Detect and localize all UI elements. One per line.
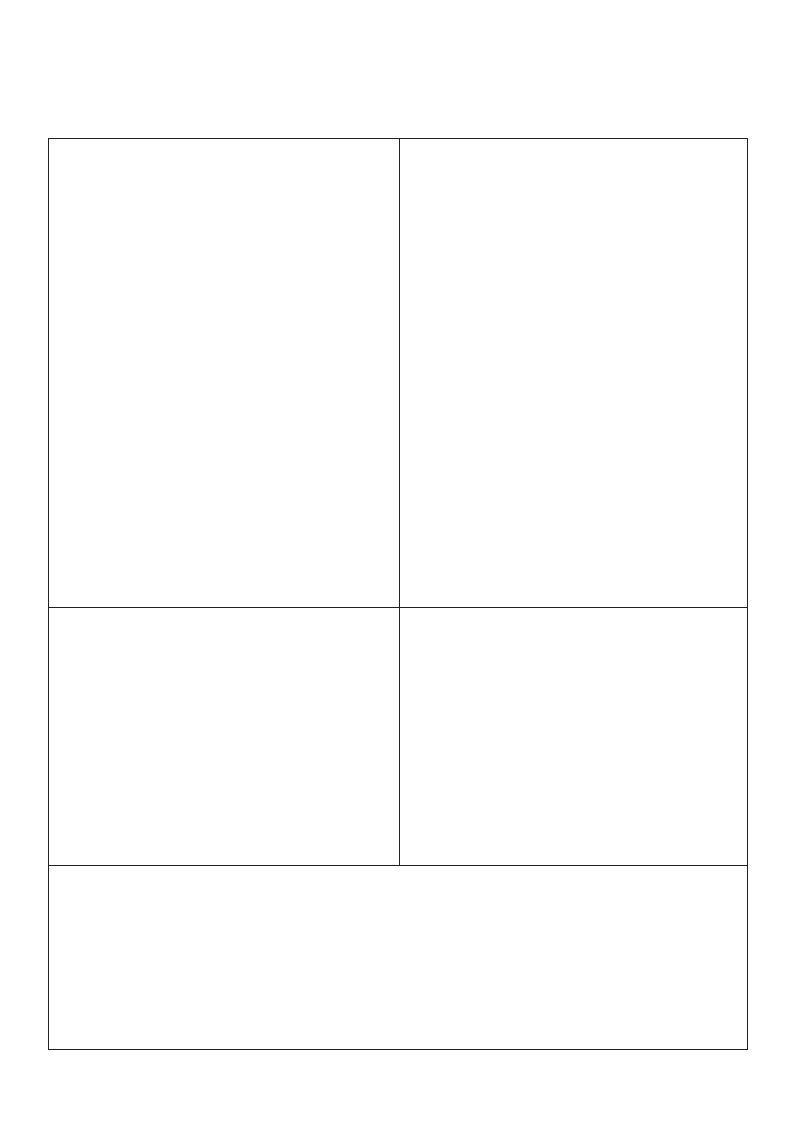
column-divider-mid — [399, 607, 400, 865]
dot-array-1[interactable] — [427, 719, 553, 831]
worksheet-frame — [48, 138, 748, 1050]
column-divider-top — [399, 139, 400, 607]
grid-paper-2[interactable] — [239, 709, 365, 835]
dot-array-2[interactable] — [599, 719, 725, 831]
grid-paper-1[interactable] — [66, 707, 192, 833]
divider-2 — [49, 865, 747, 866]
divider-1 — [49, 607, 747, 608]
